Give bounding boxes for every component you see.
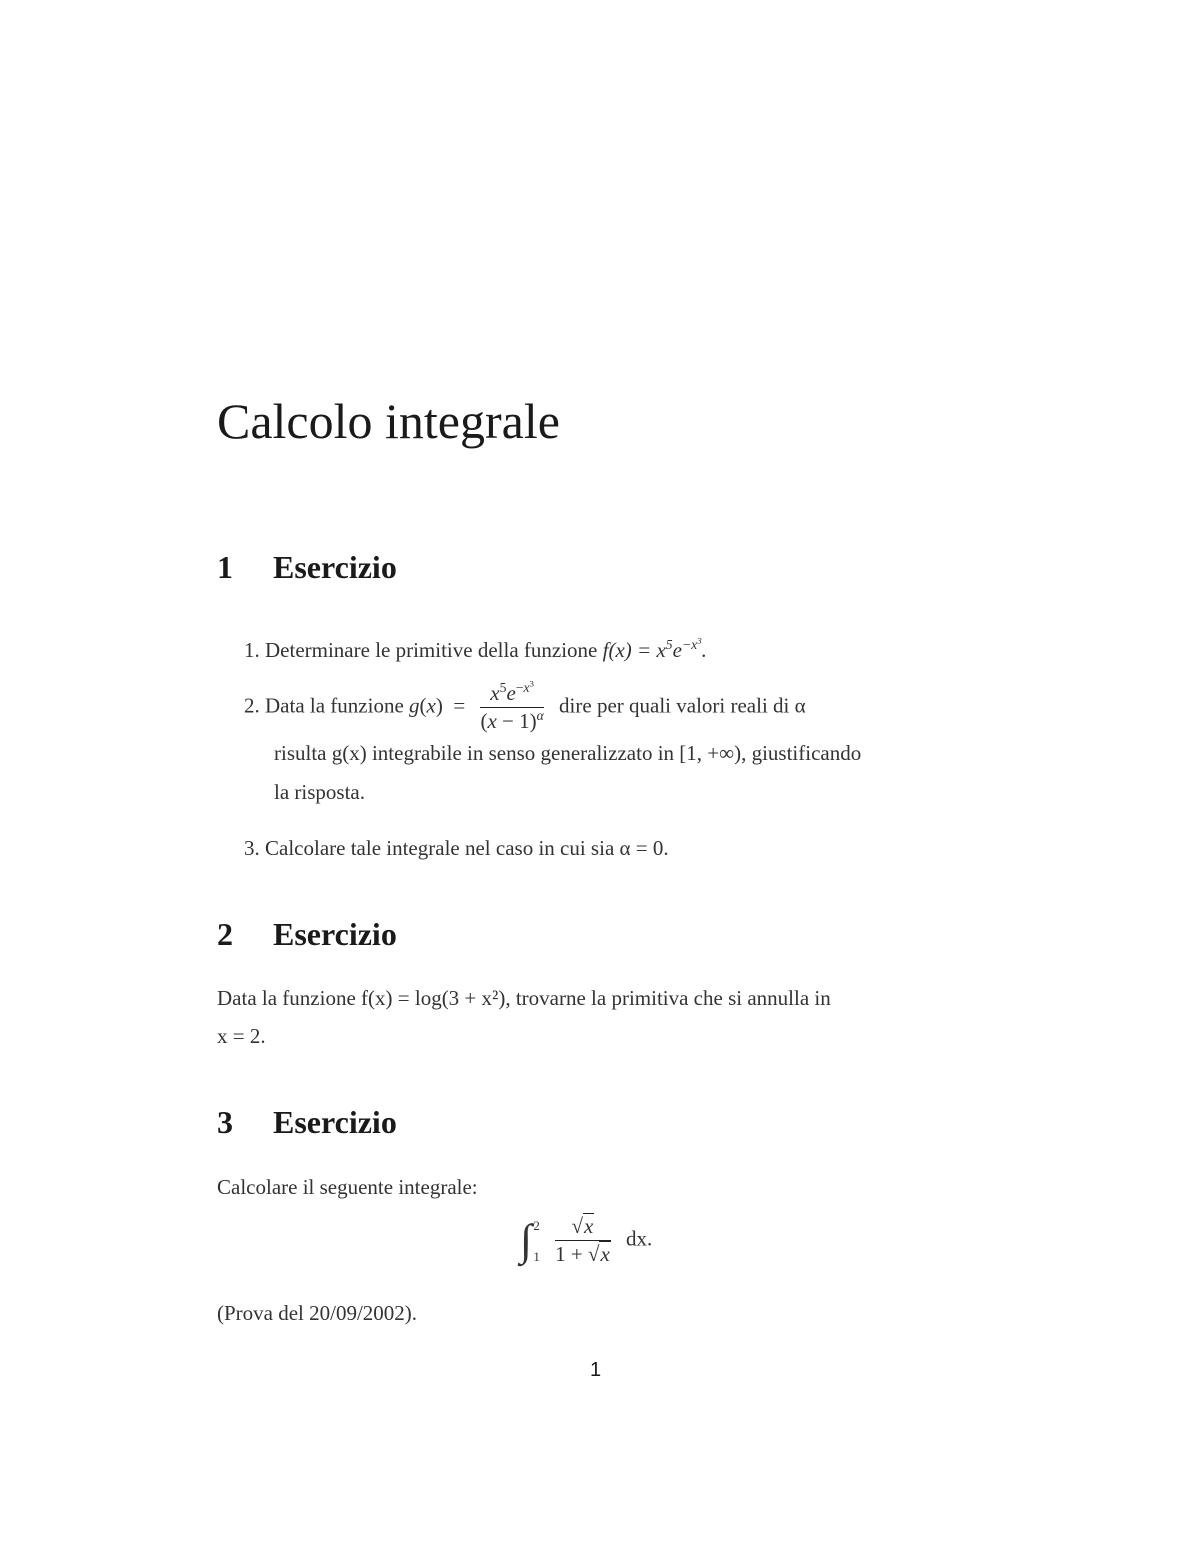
section-number: 3 bbox=[217, 1104, 233, 1140]
exercise-2-line-2: x = 2. bbox=[217, 1024, 266, 1048]
line-formula: f(x) = log(3 + x²) bbox=[361, 986, 506, 1010]
exercise-1-item-1 bbox=[244, 635, 707, 662]
exercise-3-intro: Calcolare il seguente integrale: bbox=[217, 1175, 478, 1199]
integral-lower-limit: 1 bbox=[533, 1248, 540, 1264]
page-number: 1 bbox=[590, 1359, 602, 1381]
item-marker: 1. bbox=[244, 638, 260, 662]
integrand-denominator: 1 + √x bbox=[555, 1242, 610, 1266]
document-title: Calcolo integrale bbox=[217, 393, 560, 449]
section-1-heading bbox=[217, 551, 397, 583]
section-title: Esercizio bbox=[273, 549, 397, 585]
item-marker: 3. bbox=[244, 836, 260, 860]
fraction-numerator: $x^5e^{-x^3}$ bbox=[480, 683, 543, 708]
integral-sign: ∫ bbox=[520, 1215, 533, 1265]
section-3-heading bbox=[217, 1106, 397, 1138]
item-formula: α = 0. bbox=[619, 836, 669, 860]
section-2-heading bbox=[217, 918, 397, 950]
exercise-2-line-1 bbox=[217, 988, 831, 1009]
integrand-fraction bbox=[555, 1216, 611, 1265]
section-number: 1 bbox=[217, 549, 233, 585]
exam-note: (Prova del 20/09/2002). bbox=[217, 1301, 418, 1325]
section-number: 2 bbox=[217, 916, 233, 952]
section-title: Esercizio bbox=[273, 1104, 397, 1140]
item-text: Calcolare tale integrale nel caso in cui sia bbox=[265, 836, 615, 860]
item-formula-lhs: g(x) = bbox=[409, 693, 466, 718]
fraction bbox=[480, 678, 544, 733]
integral-limits bbox=[533, 1219, 540, 1263]
exercise-1-item-2-line-3: la risposta. bbox=[274, 780, 365, 804]
integrand-numerator: √x bbox=[555, 1216, 611, 1241]
fraction-denominator: $(x - 1)^\alpha$ bbox=[480, 708, 544, 733]
line-text-end: , trovarne la primitiva che si annulla in bbox=[505, 986, 831, 1010]
item-marker: 2. bbox=[244, 693, 260, 718]
item-formula: $f(x) = x^5e^{-x^3}$. bbox=[602, 635, 707, 662]
exercise-1-item-3 bbox=[244, 838, 669, 859]
section-title: Esercizio bbox=[273, 916, 397, 952]
integral-upper-limit: 2 bbox=[533, 1217, 540, 1233]
exercise-1-item-2 bbox=[244, 678, 806, 733]
integral-display bbox=[520, 1216, 652, 1265]
integral-differential: dx. bbox=[626, 1226, 653, 1251]
item-text: Determinare le primitive della funzione bbox=[265, 638, 598, 662]
item-text-before: Data la funzione bbox=[265, 693, 404, 718]
line-text: Data la funzione bbox=[217, 986, 356, 1010]
item-text-after: dire per quali valori reali di α bbox=[559, 693, 806, 718]
exercise-1-item-2-line-2: risulta g(x) integrabile in senso generalizzato in [1, +∞), giustificando bbox=[274, 741, 862, 765]
